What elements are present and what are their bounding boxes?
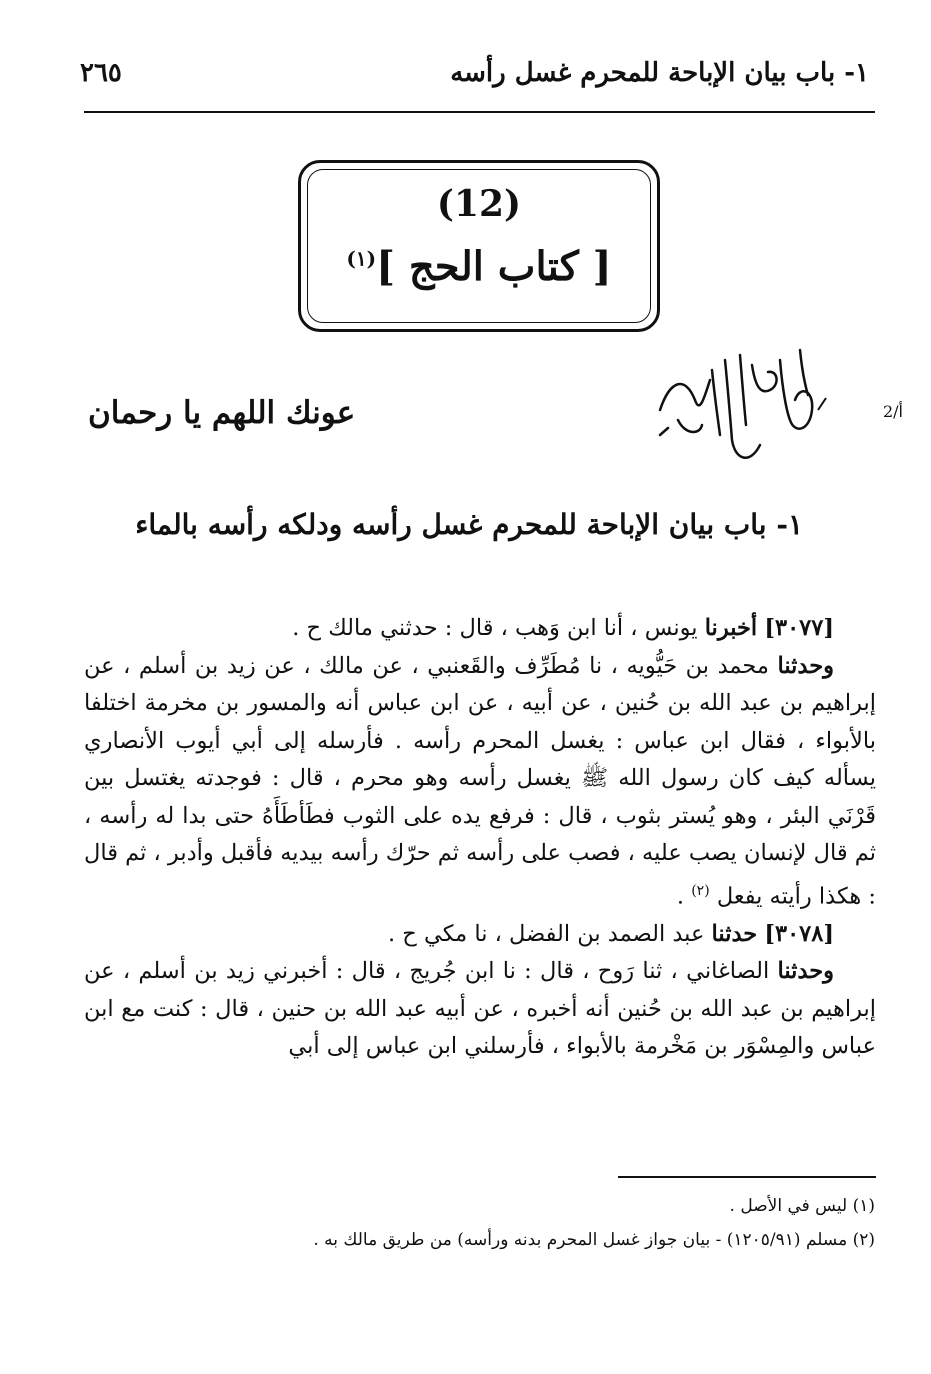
footnote-2: (٢) مسلم (١٢٠٥/٩١) - بيان جواز غسل المحرم بدنه ورأسه) من طريق مالك به . bbox=[313, 1230, 875, 1250]
footnotes bbox=[55, 1189, 875, 1257]
book-heading-frame bbox=[298, 160, 660, 332]
transmission-keyword: وحدثنا bbox=[777, 652, 834, 679]
transmission-keyword: وحدثنا bbox=[777, 958, 834, 984]
book-title-text: [ كتاب الحج ] bbox=[376, 243, 612, 290]
book-title bbox=[301, 243, 657, 290]
body-text bbox=[84, 610, 876, 1066]
invocation: عونك اللهم يا رحمان bbox=[88, 395, 356, 431]
paragraph-text: عبد الصمد بن الفضل ، نا مكي ح . bbox=[387, 920, 712, 947]
margin-note: 2/أ bbox=[882, 402, 903, 421]
hadith-3078-text bbox=[84, 953, 876, 1066]
transmission-keyword: حدثنا bbox=[711, 920, 758, 947]
footnote-1: (١) ليس في الأصل . bbox=[729, 1196, 875, 1216]
basmala-text: بسم الله الرحمن الرحيم bbox=[735, 466, 746, 467]
header-rule bbox=[84, 111, 875, 113]
footnote-rule bbox=[618, 1176, 876, 1178]
footnote-ref: (١) bbox=[346, 246, 377, 271]
hadith-number: [٣٠٧٧] bbox=[764, 615, 834, 641]
book-number: (12) bbox=[436, 183, 522, 225]
paragraph-end: . bbox=[676, 883, 692, 909]
basmala-calligraphy bbox=[640, 340, 830, 470]
paragraph-text: الصاغاني ، ثنا رَوح ، قال : نا ابن جُريج ، قال : أخبرني زيد بن أسلم ، عن إبراهيم بن عبد الله بن حُنين أنه أخبره ، عن أبيه عبد الله بن حنين ، قال : كنت مع ابن عباس والمِسْوَر بن مَخْرمة بالأبواء ، فأرسلني ابن عباس إلى أبي bbox=[84, 958, 876, 1059]
paragraph-text: محمد بن حَيُّويه ، نا مُطَرِّف والقَعنبي ، عن مالك ، عن زيد بن أسلم ، عن إبراهيم بن عبد الله بن حُنين ، عن أبيه ، عن ابن عباس أنه والمسور بن مخرمة اختلفا بالأبواء ، فقال ابن عباس : يغسل المحرم رأسه . فأرسله إلى أبي أيوب الأنصاري يسأله كيف كان رسول الله ﷺ يغسل رأسه وهو محرم ، قال : فوجدته يغتسل بين قَرْنَي البئر ، وهو يُستر بثوب ، قال : فرفع يده على الثوب فطَأطَأَهُ حتى بدا له رأسه ، ثم قال لإنسان يصب عليه ، فصب على رأسه ثم حرّك رأسه بيديه فأقبل وأدبر ، ثم قال : هكذا رأيته يفعل bbox=[84, 652, 876, 909]
paragraph-text: يونس ، أنا ابن وَهب ، قال : حدثني مالك ح . bbox=[292, 615, 705, 641]
chapter-title: ١- باب بيان الإباحة للمحرم غسل رأسه ودلكه رأسه بالماء bbox=[135, 508, 803, 541]
hadith-number: [٣٠٧٨] bbox=[764, 920, 834, 947]
hadith-3077-text bbox=[84, 648, 876, 916]
page-number: ٢٦٥ bbox=[80, 58, 122, 88]
transmission-keyword: أخبرنا bbox=[704, 615, 758, 641]
footnote-ref: (٢) bbox=[691, 882, 710, 899]
running-title: ١- باب بيان الإباحة للمحرم غسل رأسه bbox=[450, 58, 869, 88]
hadith-3077-chain bbox=[84, 610, 876, 648]
hadith-3078-chain bbox=[84, 916, 876, 954]
